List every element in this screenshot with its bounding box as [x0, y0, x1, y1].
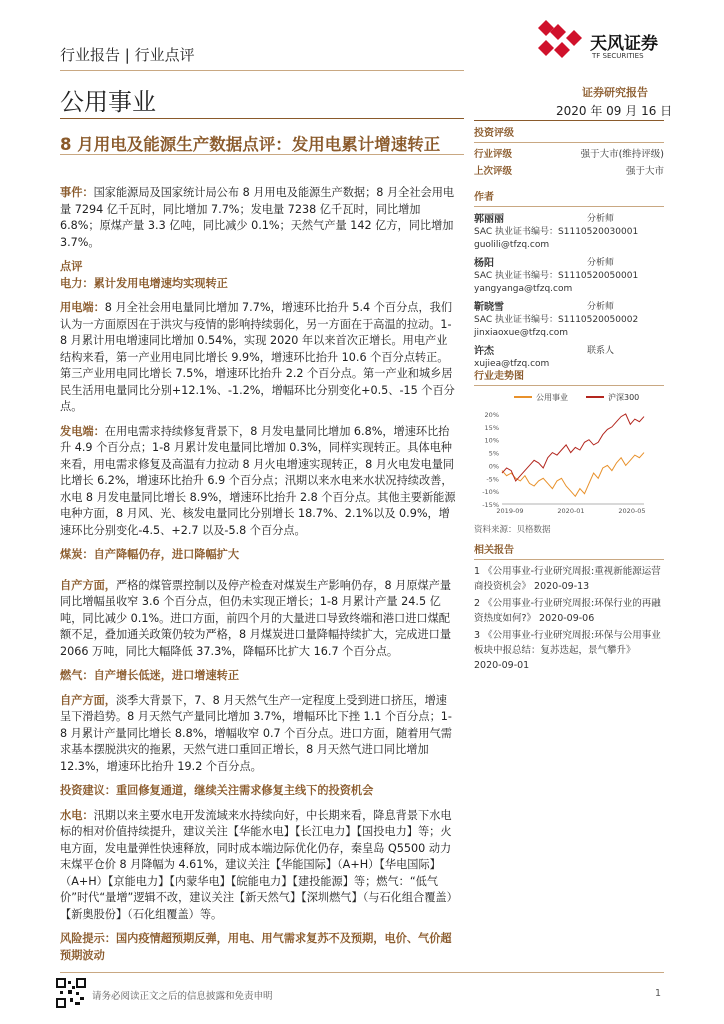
headline-rule: [60, 154, 464, 155]
section-coal-title: 煤炭：自产降幅仍存，进口降幅扩大: [60, 548, 240, 561]
trend-chart: [474, 388, 664, 518]
authors-block: [474, 188, 664, 371]
analyst-entry: [474, 301, 664, 339]
series-line: [502, 453, 644, 497]
x-tick-label: 2019-09: [496, 507, 524, 515]
consumption-text: 8 月全社会用电量同比增加 7.7%，增速环比抬升 5.4 个百分点，我们认为一方面原因在于洪灾与疫情的影响持续弱化，另一方面在于高温的拉动。1-8 月累计用电增速同比增加 0.54%，实现 2020 年以来首次正增长。用电产业结构来看，第一产业用电同比增长 9.9%，增速环比抬升 10.6 个百分点转正。第三产业用电同比增长 7.5%，增速环比抬升 2.2 个百分点。第一产业和城乡居民生活用电量同比分别+12.1%、-1.2%，增幅环比分别变化+0.5、-15 个百分点。: [60, 301, 455, 413]
y-tick-label: 0%: [488, 462, 499, 471]
header-divider: [60, 70, 464, 71]
advice-heading: [60, 783, 458, 800]
related-report-item[interactable]: 2 《公用事业-行业研究周报:环保行业的再融资热度如何?》 2020-09-06: [474, 598, 661, 624]
analyst-entry: [474, 257, 664, 295]
risk-text: 国内疫情超预期反弹，用电、用气需求复苏不及预期，电价、气价超预期波动: [60, 932, 452, 962]
analyst-email[interactable]: yangyanga@tfzq.com: [474, 283, 573, 294]
event-text: 国家能源局及国家统计局公布 8 月用电及能源生产数据；8 月全社会用电量 7294 亿千瓦时，同比增加 7.7%；发电量 7238 亿千瓦时，同比增加 6.8%；原煤产量 3.3 亿吨，同比减少 0.1%；天然气产量 142 亿方，同比增加 3.7%。: [60, 186, 455, 249]
related-block: [474, 541, 664, 673]
sidebar-top-rule: [474, 120, 664, 121]
hydro-label: 水电：: [60, 808, 94, 822]
rating-title: 投资评级: [474, 128, 514, 139]
advice-label: 投资建议：: [60, 784, 116, 797]
report-date: 2020 年 09 月 16 日: [556, 104, 673, 118]
y-tick-label: -10%: [482, 488, 499, 497]
rating-key: 行业评级: [474, 149, 513, 160]
logo-text-cn: 天风证券: [590, 34, 658, 54]
y-tick-label: -15%: [482, 501, 499, 509]
generation-paragraph: [60, 424, 458, 540]
generation-text: 在用电需求持续修复背景下，8 月发电量同比增加 6.8%，增速环比抬升 4.9 个百分点；1-8 月累计发电量同比增加 0.3%，同样实现转正。具体电种来看，用电需求修复及高温有力拉动 8 月火电增速实现转正，8 月火电发电量同比增长 6.2%，增速环比抬升 6.9 个百分点；汛期以来水电来水状况持续改善，水电 8 月发电量同比增长 8.9%，增速环比抬升 2.8 个百分点。其他主要新能源电种方面，8 月风、光、核发电量同比分别增长 18.7%、2.1%以及 0.9%，增速环比分别变化-4.5、+2.7 以及-5.8 个百分点。: [60, 424, 456, 537]
title-divider: [60, 118, 464, 119]
analyst-role: 分析师: [586, 302, 614, 312]
consumption-paragraph: [60, 300, 458, 416]
event-label: 事件：: [60, 186, 94, 199]
related-report-item[interactable]: 1 《公用事业-行业研究周报:重视新能源运营商投资机会》 2020-09-13: [474, 566, 661, 592]
section-electricity-title: 电力：累计发用电增速均实现转正: [60, 276, 228, 290]
analyst-sac: SAC 执业证书编号：S1110520030001: [474, 227, 639, 237]
sector-title: 公用事业: [60, 88, 156, 116]
chart-source: 资料来源：贝格数据: [474, 525, 551, 535]
page-number: 1: [655, 988, 662, 999]
risk-paragraph: [60, 931, 458, 964]
series-line: [502, 414, 644, 481]
y-tick-label: 5%: [488, 449, 499, 458]
advice-paragraph: [60, 808, 458, 924]
company-logo: [536, 20, 666, 70]
analyst-email[interactable]: jinxiaoxue@tfzq.com: [474, 327, 569, 338]
coal-label: 自产方面，: [60, 578, 116, 592]
related-title: 相关报告: [474, 545, 514, 556]
analyst-name: 靳晓雪: [474, 302, 504, 313]
related-report-item[interactable]: 3 《公用事业-行业研究周报:环保与公用事业板块中报总结：复苏迭起，景气攀升》 2020-09-01: [474, 630, 661, 671]
analyst-sac: SAC 执业证书编号：S1110520050001: [474, 271, 639, 281]
footer-rule: [60, 972, 664, 973]
rating-block: [474, 124, 664, 180]
headline: 8 月用电及能源生产数据点评：发用电累计增速转正: [60, 135, 441, 154]
gas-label: 自产方面，: [60, 693, 116, 707]
y-tick-label: 20%: [484, 411, 499, 419]
main-body: [60, 185, 458, 964]
trend-block: [474, 367, 664, 535]
trend-title: 行业走势图: [474, 371, 524, 382]
y-tick-label: 10%: [484, 436, 499, 445]
analyst-name: 郭丽丽: [474, 214, 504, 225]
coal-paragraph: [60, 578, 458, 661]
x-tick-label: 2020-05: [618, 507, 646, 515]
section-gas-title: 燃气：自产增长低迷，进口增速转正: [60, 669, 240, 682]
comment-label: 点评: [60, 260, 83, 273]
rating-key: 上次评级: [474, 166, 513, 177]
report-category: 行业报告 | 行业点评: [60, 46, 195, 64]
y-tick-label: -5%: [486, 475, 499, 484]
analyst-sac: SAC 执业证书编号：S1110520050002: [474, 315, 639, 325]
event-paragraph: [60, 185, 458, 251]
qr-code-icon: [56, 978, 86, 1008]
y-tick-label: 15%: [484, 423, 499, 432]
analyst-name: 许杰: [474, 346, 494, 357]
coal-text: 严格的煤管票控制以及停产检查对煤炭生产影响仍存，8 月原煤产量同比增幅虽收窄 3.6 个百分点，但仍未实现正增长；1-8 月累计产量 24.5 亿吨，同比减少 0.1%。进口方面，前四个月的大量进口导致终端和港口进口煤配额不足，叠加通关政策仍较为严格，8 月煤炭进口量降幅持续扩大，完成进口量 2066 万吨，同比大幅降低 37.3%，降幅环比扩大 16.7 个百分点。: [60, 578, 452, 658]
footer-disclaimer: 请务必阅读正文之后的信息披露和免责申明: [92, 991, 273, 1002]
risk-label: 风险提示：: [60, 932, 116, 945]
logo-text-en: TF SECURITIES: [592, 52, 644, 60]
advice-title: 重回修复通道，继续关注需求修复主线下的投资机会: [115, 784, 374, 797]
report-type: 证券研究报告: [582, 86, 648, 99]
rating-row: [474, 163, 664, 180]
legend-label: 沪深300: [608, 393, 640, 402]
analyst-email[interactable]: xujiea@tfzq.com: [474, 359, 550, 369]
consumption-label: 用电端：: [60, 301, 105, 314]
analyst-name: 杨阳: [474, 258, 494, 269]
authors-title: 作者: [474, 192, 494, 203]
logo-mark-icon: [536, 20, 586, 70]
rating-value: 强于大市: [625, 166, 664, 177]
analyst-role: 联系人: [586, 346, 614, 356]
advice-text: 汛期以来主要水电开发流域来水持续向好，中长期来看，降息背景下水电标的相对价值持续提升，建议关注【华能水电】【长江电力】【国投电力】等；火电方面，发电量弹性快速释放，同时成本端边际优化仍存，秦皇岛 Q5500 动力末煤平仓价 8 月降幅为 4.61%，建议关注【华能国际】（A+H）【华电国际】（A+H）【京能电力】【内蒙华电】【皖能电力】【建投能源】等；燃气：“低气价”时代“量增”逻辑不改，建议关注【新天然气】【深圳燃气】（与石化组合覆盖）【新奥股份】（石化组覆盖）等。: [60, 808, 458, 921]
gas-text: 淡季大背景下，7、8 月天然气生产一定程度上受到进口挤压，增速呈下滑趋势。8 月天然气产量同比增加 3.7%，增幅环比下挫 1.1 个百分点；1-8 月累计产量同比增长 8.8%，增幅收窄 0.7 个百分点。进口方面，随着用气需求基本摆脱洪灾的拖累，天然气进口重回正增长，8 月天然气进口同比增加 12.3%，增速环比抬升 19.2 个百分点。: [60, 693, 452, 773]
legend-label: 公用事业: [536, 393, 568, 402]
analyst-role: 分析师: [586, 214, 614, 224]
x-tick-label: 2020-01: [557, 507, 585, 515]
rating-row: [474, 146, 664, 163]
rating-value: 强于大市(维持评级): [580, 149, 664, 160]
analyst-entry: [474, 213, 664, 251]
gas-paragraph: [60, 693, 458, 776]
generation-label: 发电端：: [60, 424, 105, 438]
analyst-email[interactable]: guolili@tfzq.com: [474, 239, 550, 250]
analyst-role: 分析师: [586, 258, 614, 268]
